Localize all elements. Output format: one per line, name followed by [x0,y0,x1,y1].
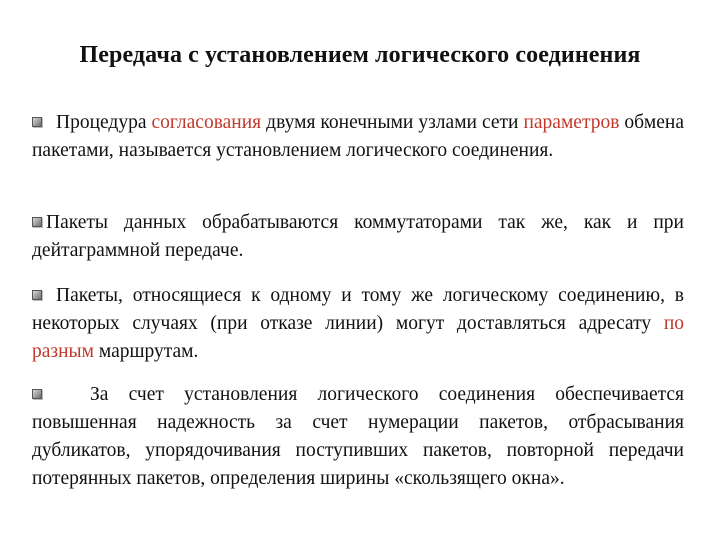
bullet-paragraph-2 [32,209,684,265]
p3-highlight: по разным [32,313,684,362]
p1-highlight-2: параметров [523,112,620,133]
p3-text-a: Пакеты, относящиеся к одному и тому же логическому соединению, в некоторых случаях (при отказе линии) могут доставляться адресату [32,285,684,334]
p1-highlight-1: согласования [151,112,262,133]
bullet-paragraph-4 [32,381,684,493]
p4-text: За счет установления логического соединения обеспечивается повышенная надежность за счет нумерации пакетов, отбрасывания дубликатов, упорядочивания поступивших пакетов, повторной передачи потерянных пакетов, определения ширины «скользящего окна». [32,384,684,489]
p3-text-b: маршрутам. [94,341,199,362]
square-bullet-icon [32,217,42,227]
square-bullet-icon [32,389,42,399]
p2-text: Пакеты данных обрабатываются коммутаторами так же, как и при дейтаграммной передаче. [32,212,684,261]
p1-text-b: двумя конечными узлами сети [261,112,524,133]
square-bullet-icon [32,290,42,300]
p1-text-a: Процедура [56,112,152,133]
slide-title: Передача с установлением логического соединения [79,42,641,68]
square-bullet-icon [32,117,42,127]
p1-text-c: обмена пакетами, называется установлением логического соединения. [32,112,684,161]
bullet-paragraph-3 [32,282,684,366]
bullet-paragraph-1 [32,109,684,165]
